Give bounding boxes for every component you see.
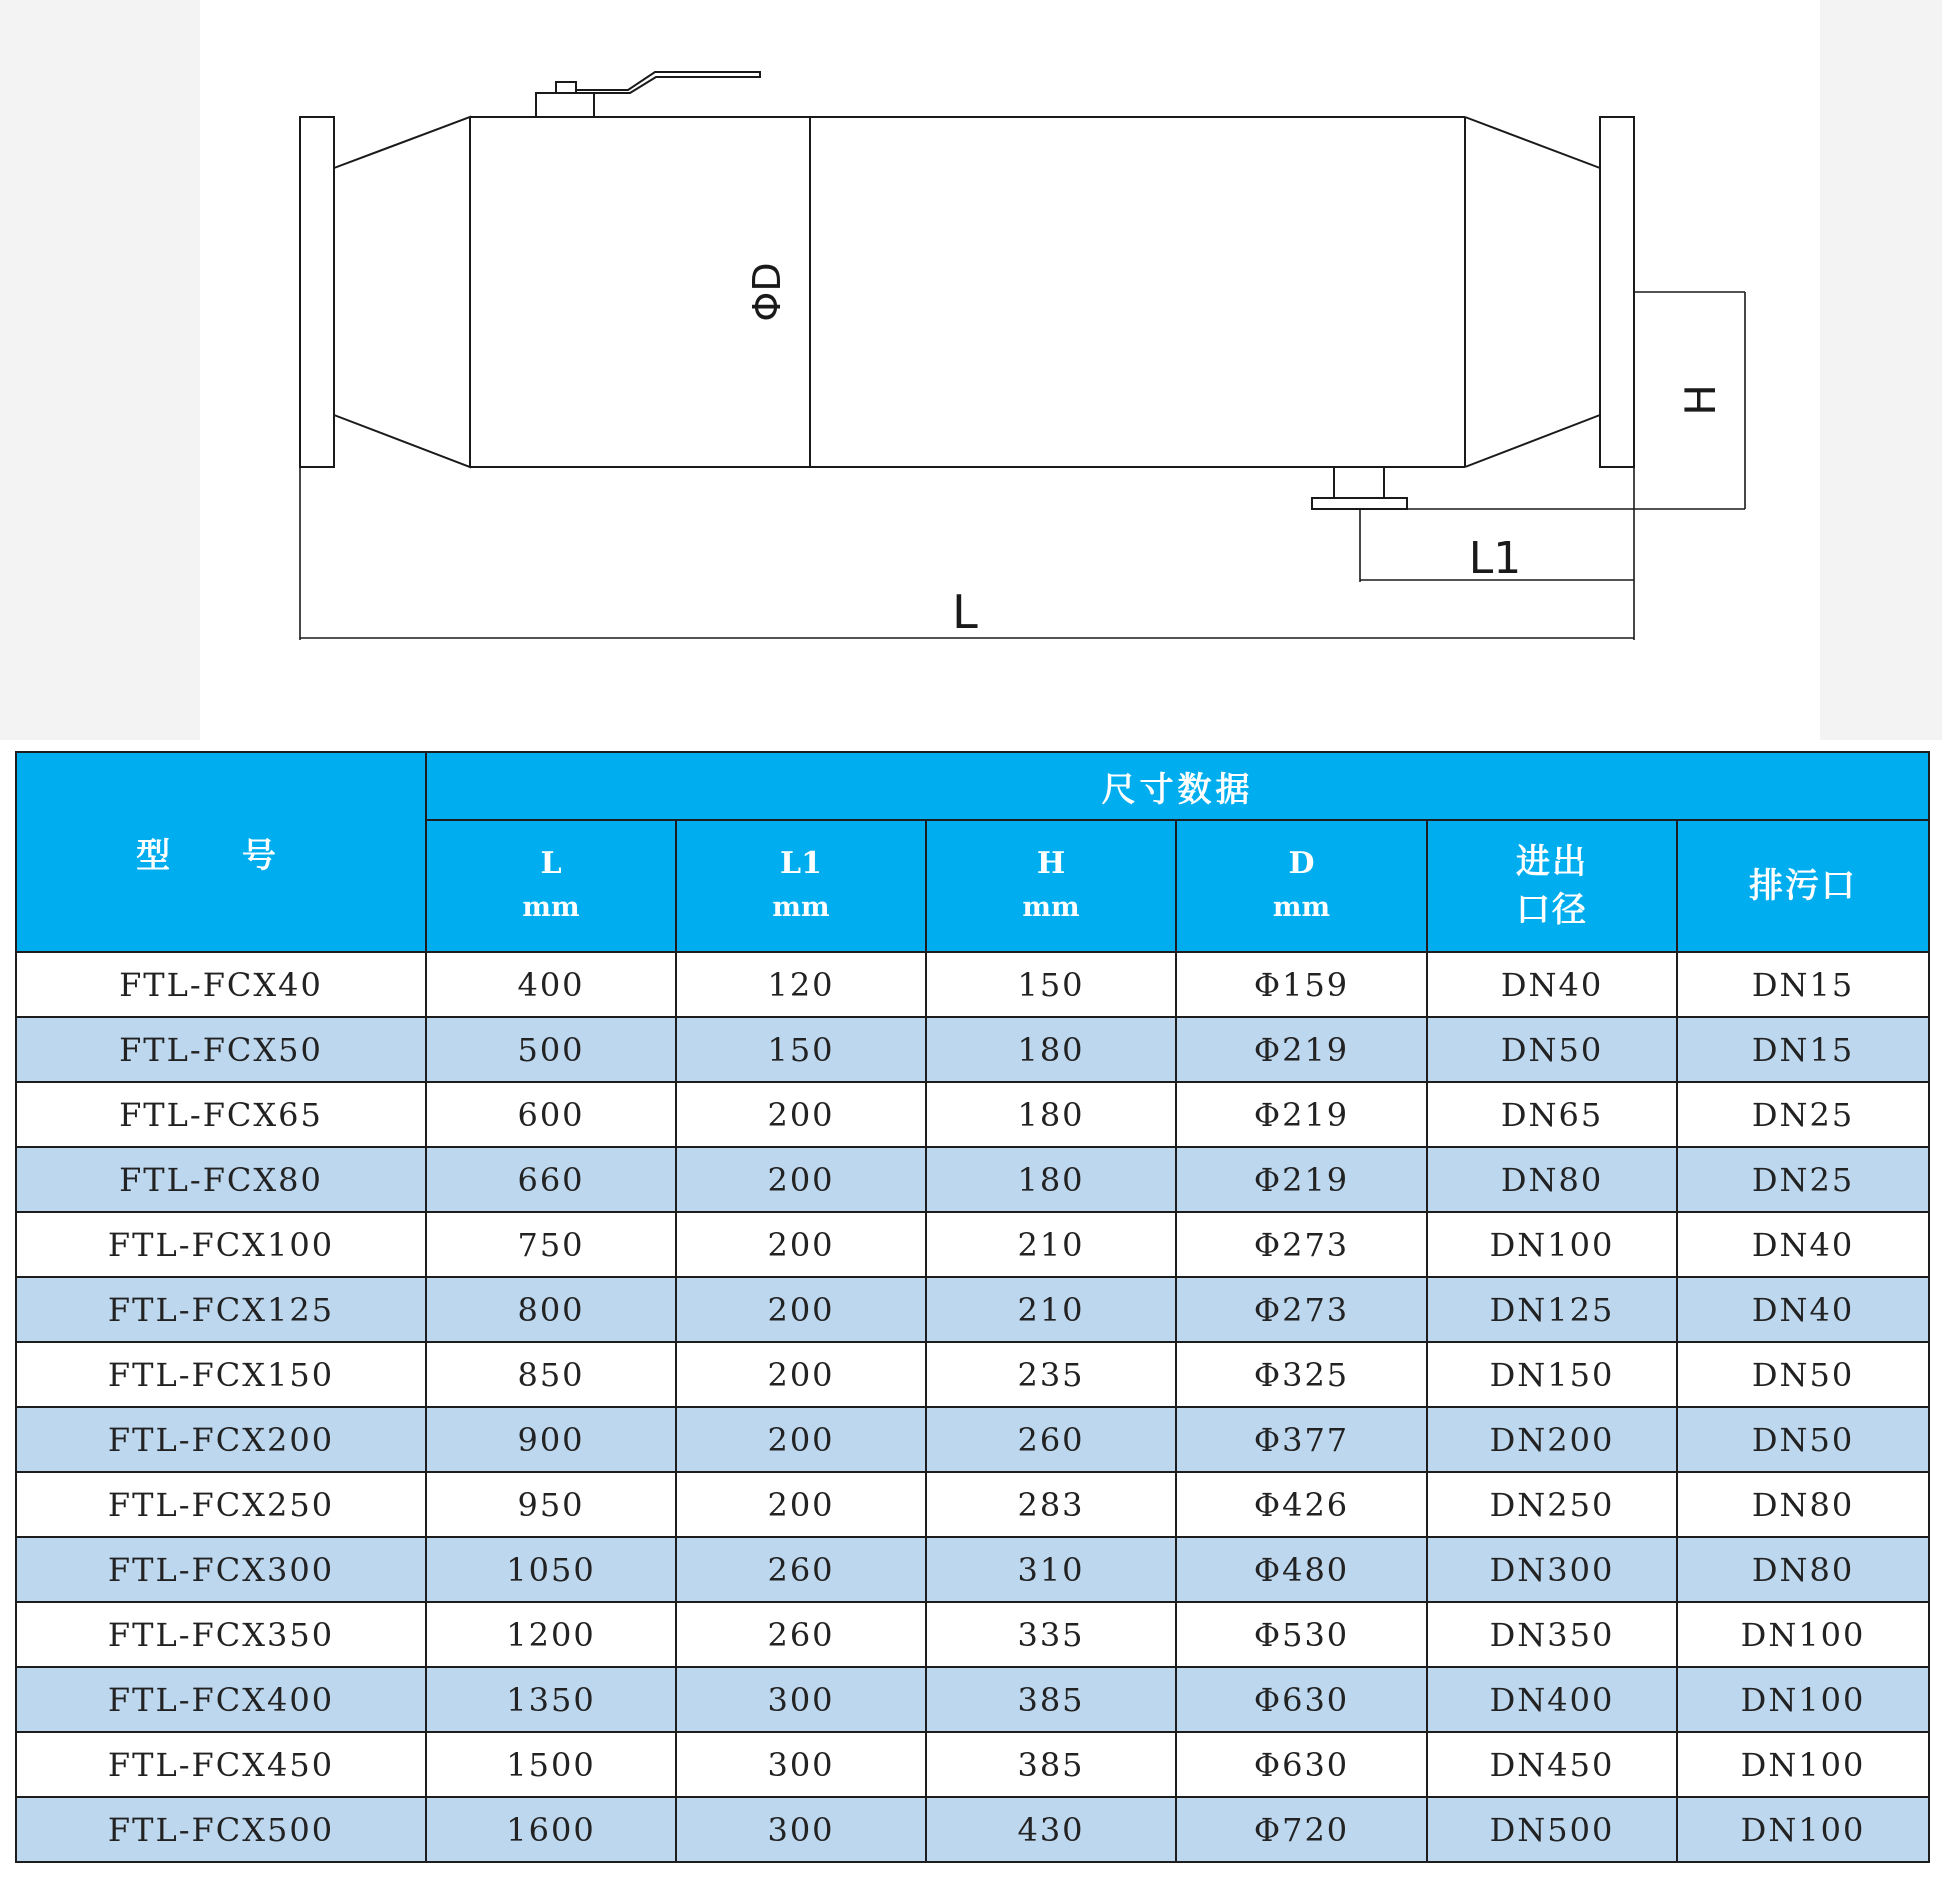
model-cell: FTL-FCX40 xyxy=(16,952,426,1017)
d-cell: Φ630 xyxy=(1176,1732,1427,1797)
column-symbol: H xyxy=(1036,846,1066,881)
column-header-d xyxy=(1176,820,1427,952)
table-row xyxy=(16,1797,1929,1862)
model-cell: FTL-FCX150 xyxy=(16,1342,426,1407)
inlet-outlet-cell: DN350 xyxy=(1427,1602,1677,1667)
d-cell: Φ273 xyxy=(1176,1212,1427,1277)
column-header-inlet-outlet xyxy=(1427,820,1677,952)
l1-label: L1 xyxy=(1468,533,1522,584)
inlet-outlet-cell: DN150 xyxy=(1427,1342,1677,1407)
right-cone-top xyxy=(1465,117,1600,168)
h-cell: 385 xyxy=(926,1732,1176,1797)
d-cell: Φ480 xyxy=(1176,1537,1427,1602)
inlet-outlet-cell: DN65 xyxy=(1427,1082,1677,1147)
l-label: L xyxy=(952,585,978,639)
table-row xyxy=(16,1602,1929,1667)
model-cell: FTL-FCX300 xyxy=(16,1537,426,1602)
model-cell: FTL-FCX350 xyxy=(16,1602,426,1667)
l1-cell: 260 xyxy=(676,1537,926,1602)
d-cell: Φ426 xyxy=(1176,1472,1427,1537)
table-row xyxy=(16,1342,1929,1407)
inlet-outlet-cell: DN80 xyxy=(1427,1147,1677,1212)
column-symbol: L1 xyxy=(780,846,822,881)
drain-flange xyxy=(1312,498,1407,509)
l-cell: 1200 xyxy=(426,1602,676,1667)
table-row xyxy=(16,1017,1929,1082)
d-cell: Φ720 xyxy=(1176,1797,1427,1862)
model-cell: FTL-FCX125 xyxy=(16,1277,426,1342)
drain-pipe xyxy=(1334,467,1384,498)
diameter-label: ΦD xyxy=(745,262,789,322)
h-cell: 310 xyxy=(926,1537,1176,1602)
h-cell: 180 xyxy=(926,1147,1176,1212)
inlet-outlet-cell: DN500 xyxy=(1427,1797,1677,1862)
table-row xyxy=(16,1212,1929,1277)
column-header-h xyxy=(926,820,1176,952)
l1-cell: 200 xyxy=(676,1212,926,1277)
column-label-line2: 口径 xyxy=(1516,890,1588,930)
table-row xyxy=(16,1472,1929,1537)
l1-cell: 120 xyxy=(676,952,926,1017)
column-label-line1: 进出 xyxy=(1516,842,1588,882)
inlet-outlet-cell: DN50 xyxy=(1427,1017,1677,1082)
column-unit: mm xyxy=(1022,892,1080,923)
model-cell: FTL-FCX50 xyxy=(16,1017,426,1082)
drain-cell: DN50 xyxy=(1677,1342,1929,1407)
l-cell: 1600 xyxy=(426,1797,676,1862)
drain-cell: DN100 xyxy=(1677,1732,1929,1797)
table-row xyxy=(16,1537,1929,1602)
model-cell: FTL-FCX500 xyxy=(16,1797,426,1862)
h-cell: 260 xyxy=(926,1407,1176,1472)
d-cell: Φ273 xyxy=(1176,1277,1427,1342)
drain-cell: DN15 xyxy=(1677,1017,1929,1082)
d-cell: Φ325 xyxy=(1176,1342,1427,1407)
h-cell: 335 xyxy=(926,1602,1176,1667)
drain-cell: DN40 xyxy=(1677,1212,1929,1277)
drain-cell: DN25 xyxy=(1677,1082,1929,1147)
l-cell: 1050 xyxy=(426,1537,676,1602)
l1-cell: 200 xyxy=(676,1342,926,1407)
left-flange xyxy=(300,117,334,467)
column-label-line1: 排污口 xyxy=(1749,866,1858,906)
inlet-outlet-cell: DN400 xyxy=(1427,1667,1677,1732)
l-cell: 400 xyxy=(426,952,676,1017)
h-cell: 235 xyxy=(926,1342,1176,1407)
dimension-table xyxy=(15,751,1930,1863)
l1-cell: 300 xyxy=(676,1667,926,1732)
l1-cell: 200 xyxy=(676,1147,926,1212)
inlet-outlet-cell: DN450 xyxy=(1427,1732,1677,1797)
left-cone xyxy=(334,117,470,467)
model-cell: FTL-FCX450 xyxy=(16,1732,426,1797)
drawing-area xyxy=(0,0,1942,740)
column-header-l xyxy=(426,820,676,952)
model-header: 型 号 xyxy=(16,752,426,952)
valve-body xyxy=(536,93,594,117)
l-cell: 1350 xyxy=(426,1667,676,1732)
l1-cell: 300 xyxy=(676,1797,926,1862)
table-body xyxy=(16,952,1929,1862)
model-cell: FTL-FCX400 xyxy=(16,1667,426,1732)
drain-cell: DN80 xyxy=(1677,1537,1929,1602)
model-cell: FTL-FCX80 xyxy=(16,1147,426,1212)
l-cell: 950 xyxy=(426,1472,676,1537)
valve-handle xyxy=(576,72,760,93)
dimension-group-header: 尺寸数据 xyxy=(426,752,1929,820)
table-row xyxy=(16,1732,1929,1797)
table-row xyxy=(16,1667,1929,1732)
model-cell: FTL-FCX250 xyxy=(16,1472,426,1537)
l1-cell: 260 xyxy=(676,1602,926,1667)
h-cell: 283 xyxy=(926,1472,1176,1537)
column-header-l1 xyxy=(676,820,926,952)
l1-cell: 200 xyxy=(676,1082,926,1147)
d-cell: Φ159 xyxy=(1176,952,1427,1017)
inlet-outlet-cell: DN40 xyxy=(1427,952,1677,1017)
column-symbol: L xyxy=(540,846,562,881)
table-header xyxy=(16,752,1929,952)
d-cell: Φ219 xyxy=(1176,1082,1427,1147)
table-row xyxy=(16,1082,1929,1147)
l-cell: 750 xyxy=(426,1212,676,1277)
model-cell: FTL-FCX200 xyxy=(16,1407,426,1472)
column-unit: mm xyxy=(522,892,580,923)
d-cell: Φ377 xyxy=(1176,1407,1427,1472)
d-cell: Φ530 xyxy=(1176,1602,1427,1667)
inlet-outlet-cell: DN200 xyxy=(1427,1407,1677,1472)
h-cell: 430 xyxy=(926,1797,1176,1862)
l-cell: 900 xyxy=(426,1407,676,1472)
d-cell: Φ219 xyxy=(1176,1147,1427,1212)
table-row xyxy=(16,1147,1929,1212)
l1-cell: 200 xyxy=(676,1407,926,1472)
drain-cell: DN100 xyxy=(1677,1602,1929,1667)
right-flange xyxy=(1600,117,1634,467)
inlet-outlet-cell: DN100 xyxy=(1427,1212,1677,1277)
column-unit: mm xyxy=(772,892,830,923)
h-cell: 385 xyxy=(926,1667,1176,1732)
l-cell: 1500 xyxy=(426,1732,676,1797)
l-cell: 800 xyxy=(426,1277,676,1342)
model-cell: FTL-FCX100 xyxy=(16,1212,426,1277)
d-cell: Φ219 xyxy=(1176,1017,1427,1082)
l-cell: 500 xyxy=(426,1017,676,1082)
drain-cell: DN100 xyxy=(1677,1797,1929,1862)
d-cell: Φ630 xyxy=(1176,1667,1427,1732)
drain-cell: DN80 xyxy=(1677,1472,1929,1537)
table-row xyxy=(16,1277,1929,1342)
l1-cell: 200 xyxy=(676,1277,926,1342)
h-cell: 210 xyxy=(926,1212,1176,1277)
h-cell: 180 xyxy=(926,1082,1176,1147)
l-cell: 600 xyxy=(426,1082,676,1147)
h-cell: 210 xyxy=(926,1277,1176,1342)
h-label: H xyxy=(1676,384,1725,416)
l-cell: 660 xyxy=(426,1147,676,1212)
column-symbol: D xyxy=(1288,846,1315,881)
filter-technical-drawing xyxy=(0,0,1942,740)
l1-cell: 200 xyxy=(676,1472,926,1537)
column-header-drain xyxy=(1677,820,1929,952)
drain-cell: DN25 xyxy=(1677,1147,1929,1212)
drain-cell: DN15 xyxy=(1677,952,1929,1017)
inlet-outlet-cell: DN250 xyxy=(1427,1472,1677,1537)
drain-cell: DN100 xyxy=(1677,1667,1929,1732)
valve-stem xyxy=(556,82,576,93)
drain-cell: DN40 xyxy=(1677,1277,1929,1342)
inlet-outlet-cell: DN125 xyxy=(1427,1277,1677,1342)
table-row xyxy=(16,952,1929,1017)
right-cone-bottom xyxy=(1465,415,1600,467)
l-cell: 850 xyxy=(426,1342,676,1407)
h-cell: 150 xyxy=(926,952,1176,1017)
drain-cell: DN50 xyxy=(1677,1407,1929,1472)
inlet-outlet-cell: DN300 xyxy=(1427,1537,1677,1602)
table-row xyxy=(16,1407,1929,1472)
h-cell: 180 xyxy=(926,1017,1176,1082)
l1-cell: 150 xyxy=(676,1017,926,1082)
model-cell: FTL-FCX65 xyxy=(16,1082,426,1147)
column-unit: mm xyxy=(1272,892,1331,923)
l1-cell: 300 xyxy=(676,1732,926,1797)
